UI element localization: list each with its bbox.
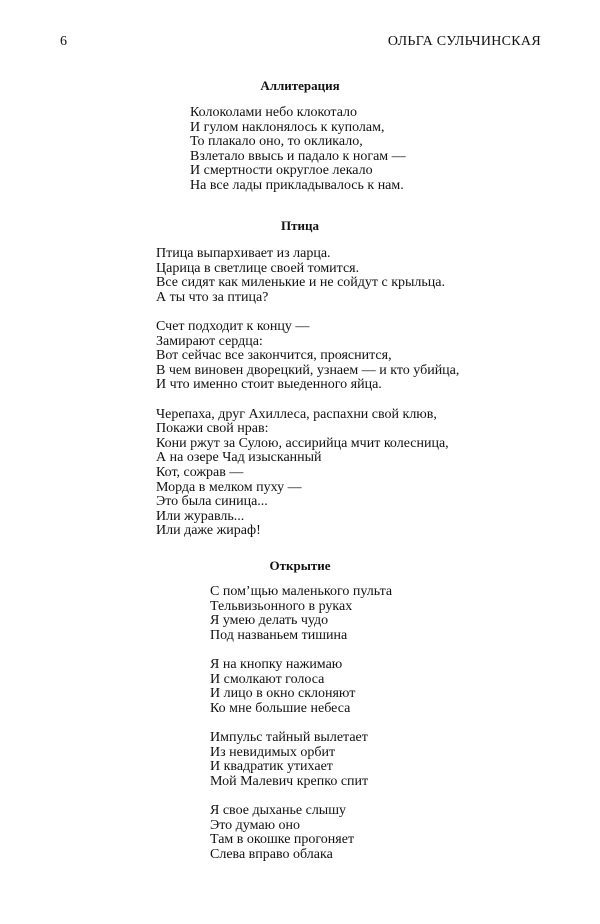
poem-line: Я свое дыханье слышу	[210, 802, 346, 818]
poem-title: Птица	[281, 218, 319, 233]
poem-line: То плакало оно, то окликало,	[190, 134, 363, 150]
poem-line: С пом’щью маленького пульта	[210, 584, 393, 599]
poem-line: Морда в мелком пуху —	[156, 479, 302, 495]
poem-discovery	[210, 585, 392, 877]
stanza	[210, 658, 392, 716]
poem-line: В чем виновен дворецкий, узнаем — и кто убийца,	[156, 362, 460, 378]
poem-line: Кони ржут за Сулою, ассирийца мчит колесница,	[156, 435, 449, 451]
poem-line: Птица выпархивает из ларца.	[156, 246, 331, 261]
poem-line: И лицо в окно склоняют	[210, 686, 356, 702]
poem-line: Кот, сожрав —	[156, 464, 244, 480]
poem-line: Все сидят как миленькие и не сойдут с крыльца.	[156, 275, 446, 291]
poem-line: Или даже жираф!	[156, 523, 261, 539]
poem-line: Я на кнопку нажимаю	[210, 656, 343, 672]
poem-line: И гулом наклонялось к куполам,	[190, 119, 385, 135]
poem-line: Счет подходит к концу —	[156, 318, 310, 334]
author-running-head: ОЛЬГА СУЛЬЧИНСКАЯ	[387, 34, 541, 49]
poem-line: И квадратик утихает	[210, 759, 333, 775]
page-number: 6	[60, 34, 67, 49]
poem-line: Импульс тайный вылетает	[210, 729, 368, 745]
poem-line: Черепаха, друг Ахиллеса, распахни свой клюв,	[156, 406, 437, 422]
poem-line: Покажи свой нрав:	[156, 421, 269, 437]
poem-line: Взлетало ввысь и падало к ногам —	[190, 148, 406, 164]
poem-line: И смертности округлое лекало	[190, 163, 373, 179]
poem-line: Колоколами небо клокотало	[190, 105, 358, 120]
poem-line: Замирают сердца:	[156, 333, 263, 349]
poem-line: На все лады прикладывалось к нам.	[190, 177, 404, 193]
poem-line: Под названьем тишина	[210, 627, 348, 643]
stanza	[190, 106, 406, 194]
poem-line: Мой Малевич крепко спит	[210, 773, 369, 789]
poem-title: Открытие	[269, 558, 331, 573]
poem-line: Из невидимых орбит	[210, 744, 336, 760]
poem-line: Слева вправо облака	[210, 846, 333, 862]
poem-line: А ты что за птица?	[156, 289, 269, 305]
poem-line: Я умею делать чудо	[210, 613, 329, 629]
stanza	[156, 408, 459, 539]
stanza	[156, 320, 459, 393]
poem-line: А на озере Чад изысканный	[156, 450, 322, 466]
poem-alliteration	[190, 106, 406, 208]
poem-bird	[156, 247, 459, 553]
stanza	[210, 731, 392, 789]
poem-line: И что именно стоит выеденного яйца.	[156, 377, 382, 393]
poem-line: Вот сейчас все закончится, прояснится,	[156, 348, 392, 364]
stanza	[210, 804, 392, 862]
page-header	[60, 34, 541, 52]
poem-line: Царица в светлице своей томится.	[156, 260, 360, 276]
poem-line: Это думаю оно	[210, 817, 301, 833]
poem-line: Ко мне большие небеса	[210, 700, 351, 716]
poem-line: Или журавль...	[156, 508, 245, 524]
poem-line: Это была синица...	[156, 494, 268, 510]
poem-line: Там в окошке прогоняет	[210, 832, 355, 848]
stanza	[210, 585, 392, 643]
poem-title: Аллитерация	[260, 78, 340, 93]
poem-line: Тельвизьонного в руках	[210, 598, 353, 614]
stanza	[156, 247, 459, 305]
poem-line: И смолкают голоса	[210, 671, 325, 687]
